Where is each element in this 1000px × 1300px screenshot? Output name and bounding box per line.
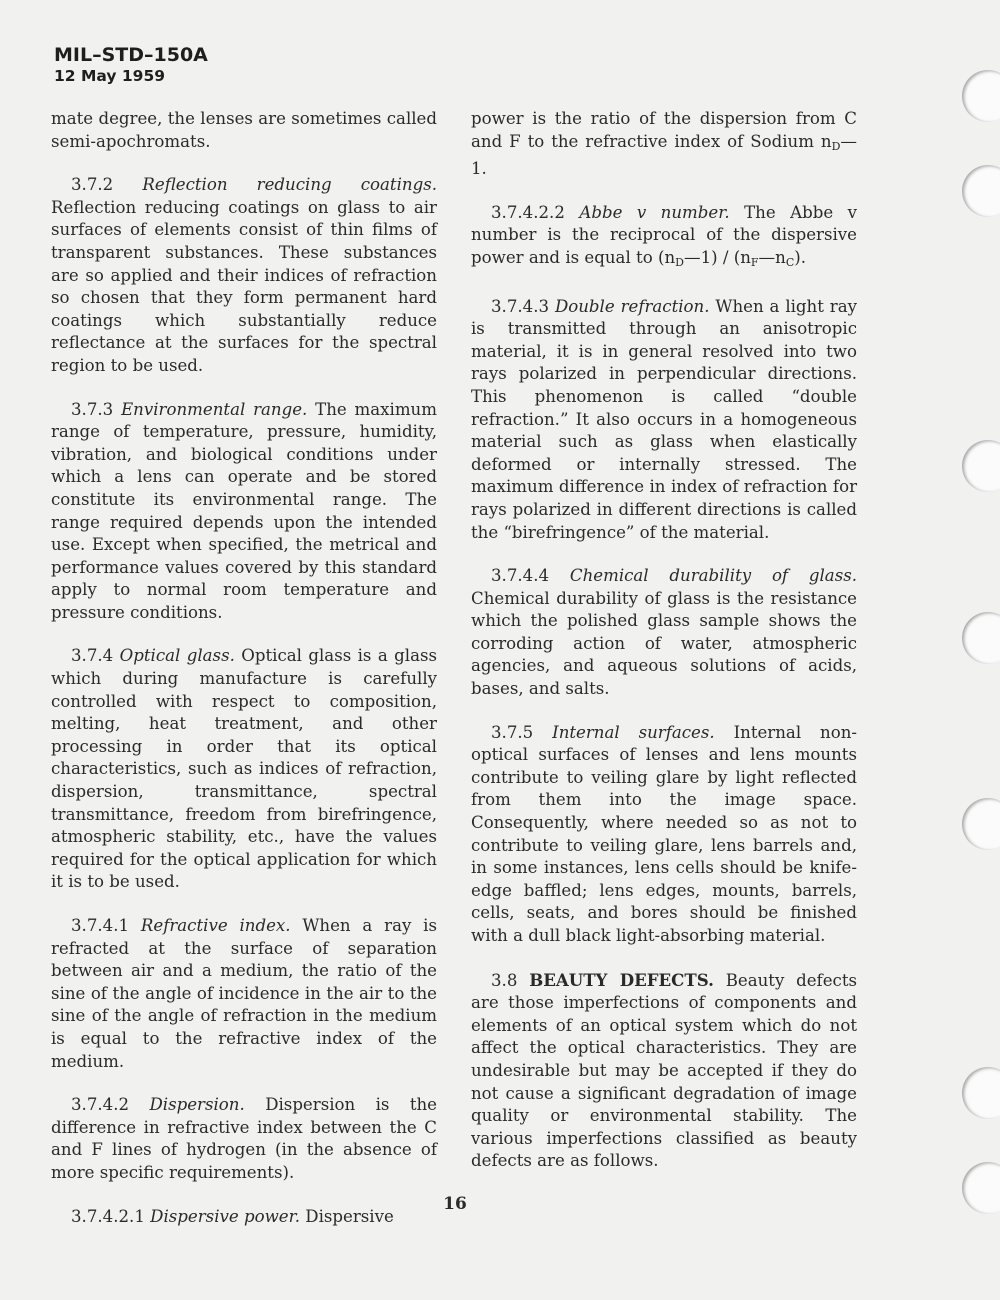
section-text: Internal non-optical surfaces of lenses and lens mounts contribute to veiling glare by light reflected from them into the image space. Consequently, where needed so as not to contribute to veiling glare, lens barrels and, in some instances, lens cells should be knife-edge baffled; lens edges, mounts, barrels, cells, seats, and bores should be finished with a dull black light-absorbing material.	[471, 722, 857, 945]
section-number: 3.7.4.4	[491, 566, 550, 586]
section-number: 3.7.4.2.2	[491, 202, 565, 222]
section-3-7-3	[51, 399, 437, 625]
section-title: Optical glass.	[119, 646, 235, 666]
right-column	[471, 108, 857, 1173]
formula-part: —1) / (n	[683, 247, 751, 267]
section-3-7-4-2	[51, 1094, 437, 1184]
section-number: 3.7.3	[71, 399, 114, 419]
section-text: Dispersive	[305, 1206, 394, 1226]
formula-part: —1.	[471, 131, 858, 179]
binder-hole	[962, 1067, 1000, 1119]
section-text: Dispersion is the difference in refractive index between the C and F lines of hydrogen (in the absence of more specific requirements).	[51, 1095, 438, 1182]
section-title: Reflection reducing coatings.	[142, 175, 438, 195]
formula-abbe-number	[658, 248, 806, 267]
section-title: Dispersion.	[149, 1095, 245, 1115]
section-3-7-5	[471, 722, 857, 948]
formula-part: (n	[657, 247, 676, 267]
binder-hole	[962, 440, 1000, 492]
section-number: 3.7.4.3	[491, 296, 550, 316]
section-3-8	[471, 969, 857, 1173]
section-3-7-4-2-2	[471, 202, 857, 275]
section-title: Chemical durability of glass.	[569, 566, 858, 586]
section-number: 3.7.4.2.1	[71, 1206, 145, 1226]
section-text: Beauty defects are those imperfections of components and elements of an optical system which do not affect the optical characteristics. They are undesirable but may be accepted if they do not cause a significant degradation of image quality or environmental stability. The various imperfections classified as beauty defects are as follows.	[471, 970, 857, 1171]
section-title: Internal surfaces.	[552, 722, 715, 742]
section-title: Dispersive power.	[150, 1206, 300, 1226]
section-text: The Abbe v number is the reciprocal of the dispersive power and is equal to	[471, 202, 857, 267]
page-number: 16	[443, 1194, 467, 1214]
binder-hole	[962, 612, 1000, 664]
section-text: Optical glass is a glass which during manufacture is carefully controlled with respect to composition, melting, heat treatment, and other processing in order that its optical characteristics, such as indices of refraction, dispersion, transmittance, spectral transmittance, freedom from birefringence, atmospheric stability, etc., have the values required for the optical application for which it is to be used.	[51, 646, 437, 892]
section-number: 3.7.4	[71, 646, 114, 666]
section-text: When a light ray is transmitted through an anisotropic material, it is in general resolved into two rays polarized in perpendicular directions. This phenomenon is called “double refraction.” It also occurs in a homogeneous material such as glass when elastically deformed or internally stressed. The maximum difference in index of refraction for rays polarized in different directions is called the “birefringence” of the material.	[471, 296, 857, 542]
paragraph-continuation	[51, 108, 437, 153]
formula-subscript: D	[675, 255, 684, 269]
formula-subscript: F	[750, 255, 759, 269]
section-3-7-4-4	[471, 565, 857, 701]
section-3-7-4	[51, 645, 437, 894]
section-text: Reflection reducing coatings on glass to air surfaces of elements consist of thin films of transparent substances. These substances are so applied and their indices of refraction so chosen that they form permanent hard coatings which substantially reduce reflectance at the surfaces for the spectral region to be used.	[51, 197, 437, 375]
document-date: 12 May 1959	[54, 67, 166, 85]
binder-hole	[962, 798, 1000, 850]
section-title: Double refraction.	[554, 296, 710, 316]
section-3-7-2	[51, 174, 437, 377]
section-number: 3.7.4.2	[71, 1095, 130, 1115]
section-number: 3.7.2	[71, 175, 114, 195]
paragraph-text: mate degree, the lenses are sometimes called semi-apochromats.	[51, 109, 437, 151]
formula-subscript: D	[831, 139, 841, 153]
section-title: Abbe v number.	[579, 202, 730, 222]
binder-hole	[962, 1162, 1000, 1214]
paragraph-continuation	[471, 108, 857, 181]
section-number: 3.7.5	[491, 722, 534, 742]
section-3-7-4-3	[471, 296, 857, 545]
formula-part: n	[820, 131, 832, 151]
document-id: MIL–STD–150A	[54, 44, 208, 66]
paragraph-text: power is the ratio of the dispersion from C and F to the refractive index of Sodium	[471, 109, 857, 151]
section-3-7-4-1	[51, 915, 437, 1073]
left-column	[51, 108, 437, 1228]
section-text: When a ray is refracted at the surface of separation between air and a medium, the ratio of the sine of the angle of incidence in the air to the sine of the angle of refraction in the medium is equal to the refractive index of the medium.	[51, 916, 437, 1071]
section-title: Refractive index.	[140, 916, 291, 935]
section-text: Chemical durability of glass is the resistance which the polished glass sample shows the corroding action of water, atmospheric agencies, and aqueous solutions of acids, bases, and salts.	[471, 588, 857, 699]
section-number: 3.8	[491, 970, 518, 990]
section-text: The maximum range of temperature, pressure, humidity, vibration, and biological conditions under which a lens can operate and be stored constitute its environmental range. The range required depends upon the intended use. Except when specified, the metrical and performance values covered by this standard apply to normal room temperature and pressure conditions.	[51, 399, 437, 622]
binder-hole	[962, 70, 1000, 122]
section-title: Environmental range.	[121, 399, 308, 419]
formula-subscript: C	[785, 255, 795, 269]
section-title: BEAUTY DEFECTS.	[529, 969, 714, 990]
section-number: 3.7.4.1	[71, 916, 130, 935]
page-header	[54, 44, 208, 86]
formula-part: ).	[794, 247, 806, 267]
binder-hole	[962, 165, 1000, 217]
formula-part: —n	[758, 247, 786, 267]
